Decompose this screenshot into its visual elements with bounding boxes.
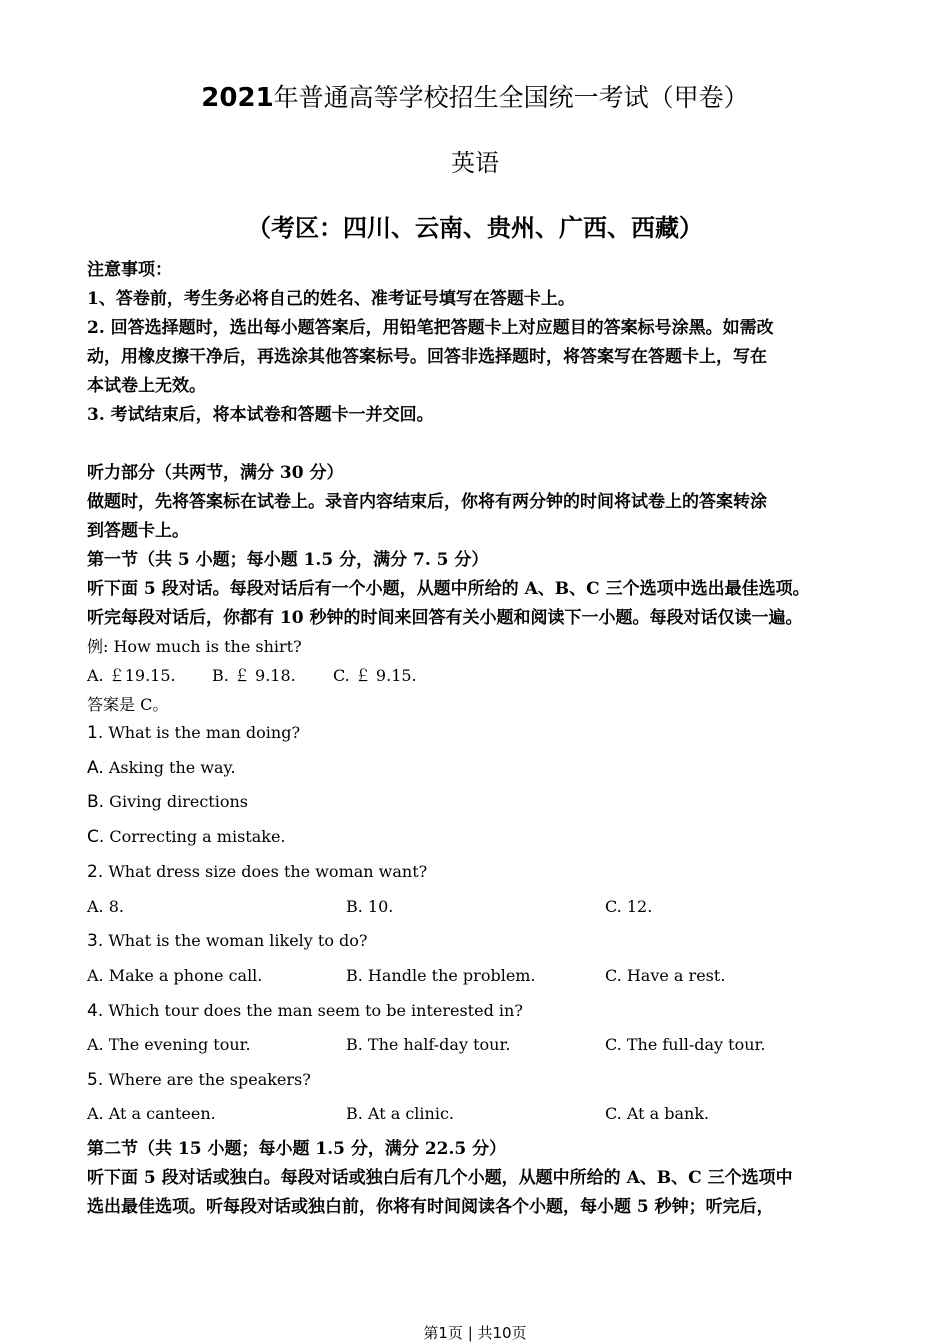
question-2-option-b: B. 10. bbox=[346, 897, 394, 916]
question-4-option-a: A. The evening tour. bbox=[87, 1035, 251, 1054]
section2-instruction-2: 选出最佳选项。听每段对话或独白前，你将有时间阅读各个小题，每小题 5 秒钟；听完后， bbox=[87, 1197, 774, 1217]
question-2-number: 2. bbox=[87, 862, 104, 882]
q1b-visible: Giving directions bbox=[104, 792, 248, 811]
question-3-option-c: C. Have a rest. bbox=[605, 966, 726, 985]
section2-instruction-1: 听下面 5 段对话或独白。每段对话或独白后有几个小题，从题中所给的 A、B、C 三个选项中 bbox=[87, 1168, 793, 1188]
footer-total-pages: 10 bbox=[492, 1324, 512, 1342]
question-5-option-b: B. At a clinic. bbox=[346, 1104, 455, 1123]
question-5-number: 5. bbox=[87, 1070, 104, 1090]
question-5-option-a: A. At a canteen. bbox=[87, 1104, 216, 1123]
question-2-text: What dress size does the woman want? bbox=[103, 862, 428, 881]
notes-line-1: 1、答卷前，考生务必将自己的姓名、准考证号填写在答题卡上。 bbox=[87, 289, 575, 309]
example-question: 例: How much is the shirt? bbox=[87, 637, 302, 656]
question-1-option-b: B. Giving directions bbox=[87, 792, 248, 812]
question-5-option-c: C. At a bank. bbox=[605, 1104, 710, 1123]
section1-instruction-2: 听完每段对话后，你都有 10 秒钟的时间来回答有关小题和阅读下一小题。每段对话仅读一遍。 bbox=[87, 608, 803, 628]
example-option-b: B. ￡ 9.18. bbox=[212, 666, 296, 685]
section2-heading: 第二节（共 15 小题；每小题 1.5 分，满分 22.5 分） bbox=[87, 1139, 507, 1159]
exam-title-text: 年普通高等学校招生全国统一考试（甲卷） bbox=[273, 83, 749, 112]
footer-page-number: 1 bbox=[438, 1324, 448, 1342]
question-3-option-b: B. Handle the problem. bbox=[346, 966, 536, 985]
question-1-number: 1. bbox=[87, 723, 104, 743]
question-3 bbox=[87, 929, 368, 953]
footer-suffix: 页 bbox=[511, 1324, 527, 1342]
section1-heading: 第一节（共 5 小题；每小题 1.5 分，满分 7. 5 分） bbox=[87, 550, 489, 570]
notes-heading: 注意事项： bbox=[87, 260, 172, 280]
question-2-option-c: C. 12. bbox=[605, 897, 653, 916]
notes-line-5: 3. 考试结束后，将本试卷和答题卡一并交回。 bbox=[87, 405, 434, 425]
question-3-option-a: A. Make a phone call. bbox=[87, 966, 263, 985]
question-2 bbox=[87, 860, 427, 884]
question-5-text: Where are the speakers? bbox=[103, 1070, 311, 1089]
notes-line-3: 动，用橡皮擦干净后，再选涂其他答案标号。回答非选择题时，将答案写在答题卡上，写在 bbox=[87, 347, 767, 367]
question-4-text: Which tour does the man seem to be interested in? bbox=[103, 1001, 523, 1020]
question-4 bbox=[87, 999, 523, 1023]
question-4-option-b: B. The half-day tour. bbox=[346, 1035, 511, 1054]
question-2-option-a: A. 8. bbox=[87, 897, 124, 916]
question-1-option-a: A. Asking the way. bbox=[87, 758, 236, 778]
q1c-visible: Correcting a mistake. bbox=[104, 827, 286, 846]
exam-title bbox=[0, 82, 950, 114]
question-3-text: What is the woman likely to do? bbox=[103, 931, 368, 950]
page-footer bbox=[0, 1322, 950, 1344]
question-3-number: 3. bbox=[87, 931, 104, 951]
question-1-option-c: C. Correcting a mistake. bbox=[87, 827, 286, 847]
example-option-c: C. ￡ 9.15. bbox=[333, 666, 417, 685]
example-option-a: A. ￡19.15. bbox=[87, 666, 176, 685]
footer-prefix: 第 bbox=[423, 1324, 439, 1342]
footer-mid: 页 | 共 bbox=[447, 1324, 493, 1342]
region-title: （考区：四川、云南、贵州、广西、西藏） bbox=[247, 213, 703, 242]
subject-title: 英语 bbox=[451, 149, 499, 177]
example-answer: 答案是 C。 bbox=[87, 695, 169, 714]
listening-intro-2: 到答题卡上。 bbox=[87, 521, 189, 541]
notes-line-2: 2. 回答选择题时，选出每小题答案后，用铅笔把答题卡上对应题目的答案标号涂黑。如需改 bbox=[87, 318, 774, 338]
exam-year: 2021 bbox=[201, 83, 274, 113]
question-1-text: What is the man doing? bbox=[103, 723, 301, 742]
listening-intro-1: 做题时，先将答案标在试卷上。录音内容结束后，你将有两分钟的时间将试卷上的答案转涂 bbox=[87, 492, 767, 512]
listening-heading: 听力部分（共两节，满分 30 分） bbox=[87, 463, 344, 483]
notes-line-4: 本试卷上无效。 bbox=[87, 376, 206, 396]
question-1 bbox=[87, 721, 300, 745]
question-5 bbox=[87, 1068, 311, 1092]
question-4-number: 4. bbox=[87, 1001, 104, 1021]
question-4-option-c: C. The full-day tour. bbox=[605, 1035, 766, 1054]
section1-instruction-1: 听下面 5 段对话。每段对话后有一个小题，从题中所给的 A、B、C 三个选项中选出最佳选项。 bbox=[87, 579, 810, 599]
q1a-visible: Asking the way. bbox=[103, 758, 236, 777]
